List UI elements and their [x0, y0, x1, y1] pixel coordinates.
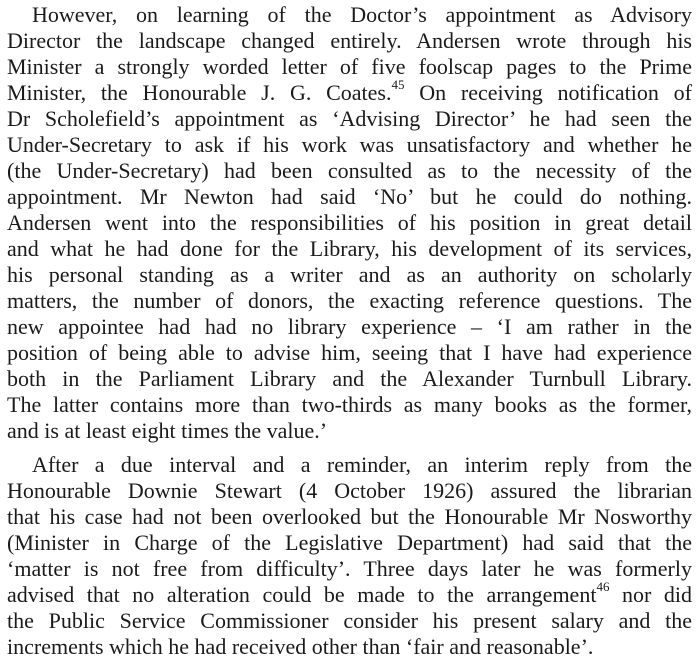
text-line: increments which he had received other than ‘fair and reasonable’.: [7, 634, 594, 659]
text-line: After a due interval and a reminder, an interim reply from the: [32, 452, 692, 477]
text-line: Director the landscape changed entirely. Andersen wrote through his: [7, 28, 692, 53]
text-line: Dr Scholefield’s appointment as ‘Advising Director’ he had seen the: [7, 106, 692, 131]
footnote-ref: 45: [391, 76, 405, 92]
text-line: The latter contains more than two-thirds as many books as the former,: [7, 392, 692, 417]
text-line: position of being able to advise him, seeing that I have had experience: [7, 340, 692, 365]
text-line: ‘matter is not free from difficulty’. Three days later he was formerly: [7, 556, 692, 581]
text-span: nor did: [609, 582, 692, 607]
text-line: [7, 76, 692, 106]
text-line: and is at least eight times the value.’: [7, 418, 328, 443]
text-line: the Public Service Commissioner consider his present salary and the: [7, 608, 692, 633]
text-line: matters, the number of donors, the exacting reference questions. The: [7, 288, 692, 313]
text-line: Minister a strongly worded letter of five foolscap pages to the Prime: [7, 54, 692, 79]
text-line: [7, 578, 692, 608]
text-line: Andersen went into the responsibilities of his position in great detail: [7, 210, 692, 235]
footnote-ref: 46: [596, 578, 610, 594]
text-span: On receiving notification of: [404, 80, 692, 105]
text-line: his personal standing as a writer and as an authority on scholarly: [7, 262, 692, 287]
text-line: and what he had done for the Library, his development of its services,: [7, 236, 692, 261]
text-line: However, on learning of the Doctor’s appointment as Advisory: [32, 2, 692, 27]
text-line: both in the Parliament Library and the Alexander Turnbull Library.: [7, 366, 692, 391]
text-line: (Minister in Charge of the Legislative Department) had said that the: [7, 530, 692, 555]
text-line: appointment. Mr Newton had said ‘No’ but he could do nothing.: [7, 184, 692, 209]
text-span: advised that no alteration could be made to the arrangement: [7, 582, 597, 607]
text-span: Minister, the Honourable J. G. Coates.: [7, 80, 392, 105]
text-line: that his case had not been overlooked but the Honourable Mr Nosworthy: [7, 504, 692, 529]
text-line: Honourable Downie Stewart (4 October 1926) assured the librarian: [7, 478, 692, 503]
text-line: (the Under-Secretary) had been consulted as to the necessity of the: [7, 158, 692, 183]
text-line: new appointee had had no library experience – ‘I am rather in the: [7, 314, 692, 339]
text-line: Under-Secretary to ask if his work was unsatisfactory and whether he: [7, 132, 692, 157]
